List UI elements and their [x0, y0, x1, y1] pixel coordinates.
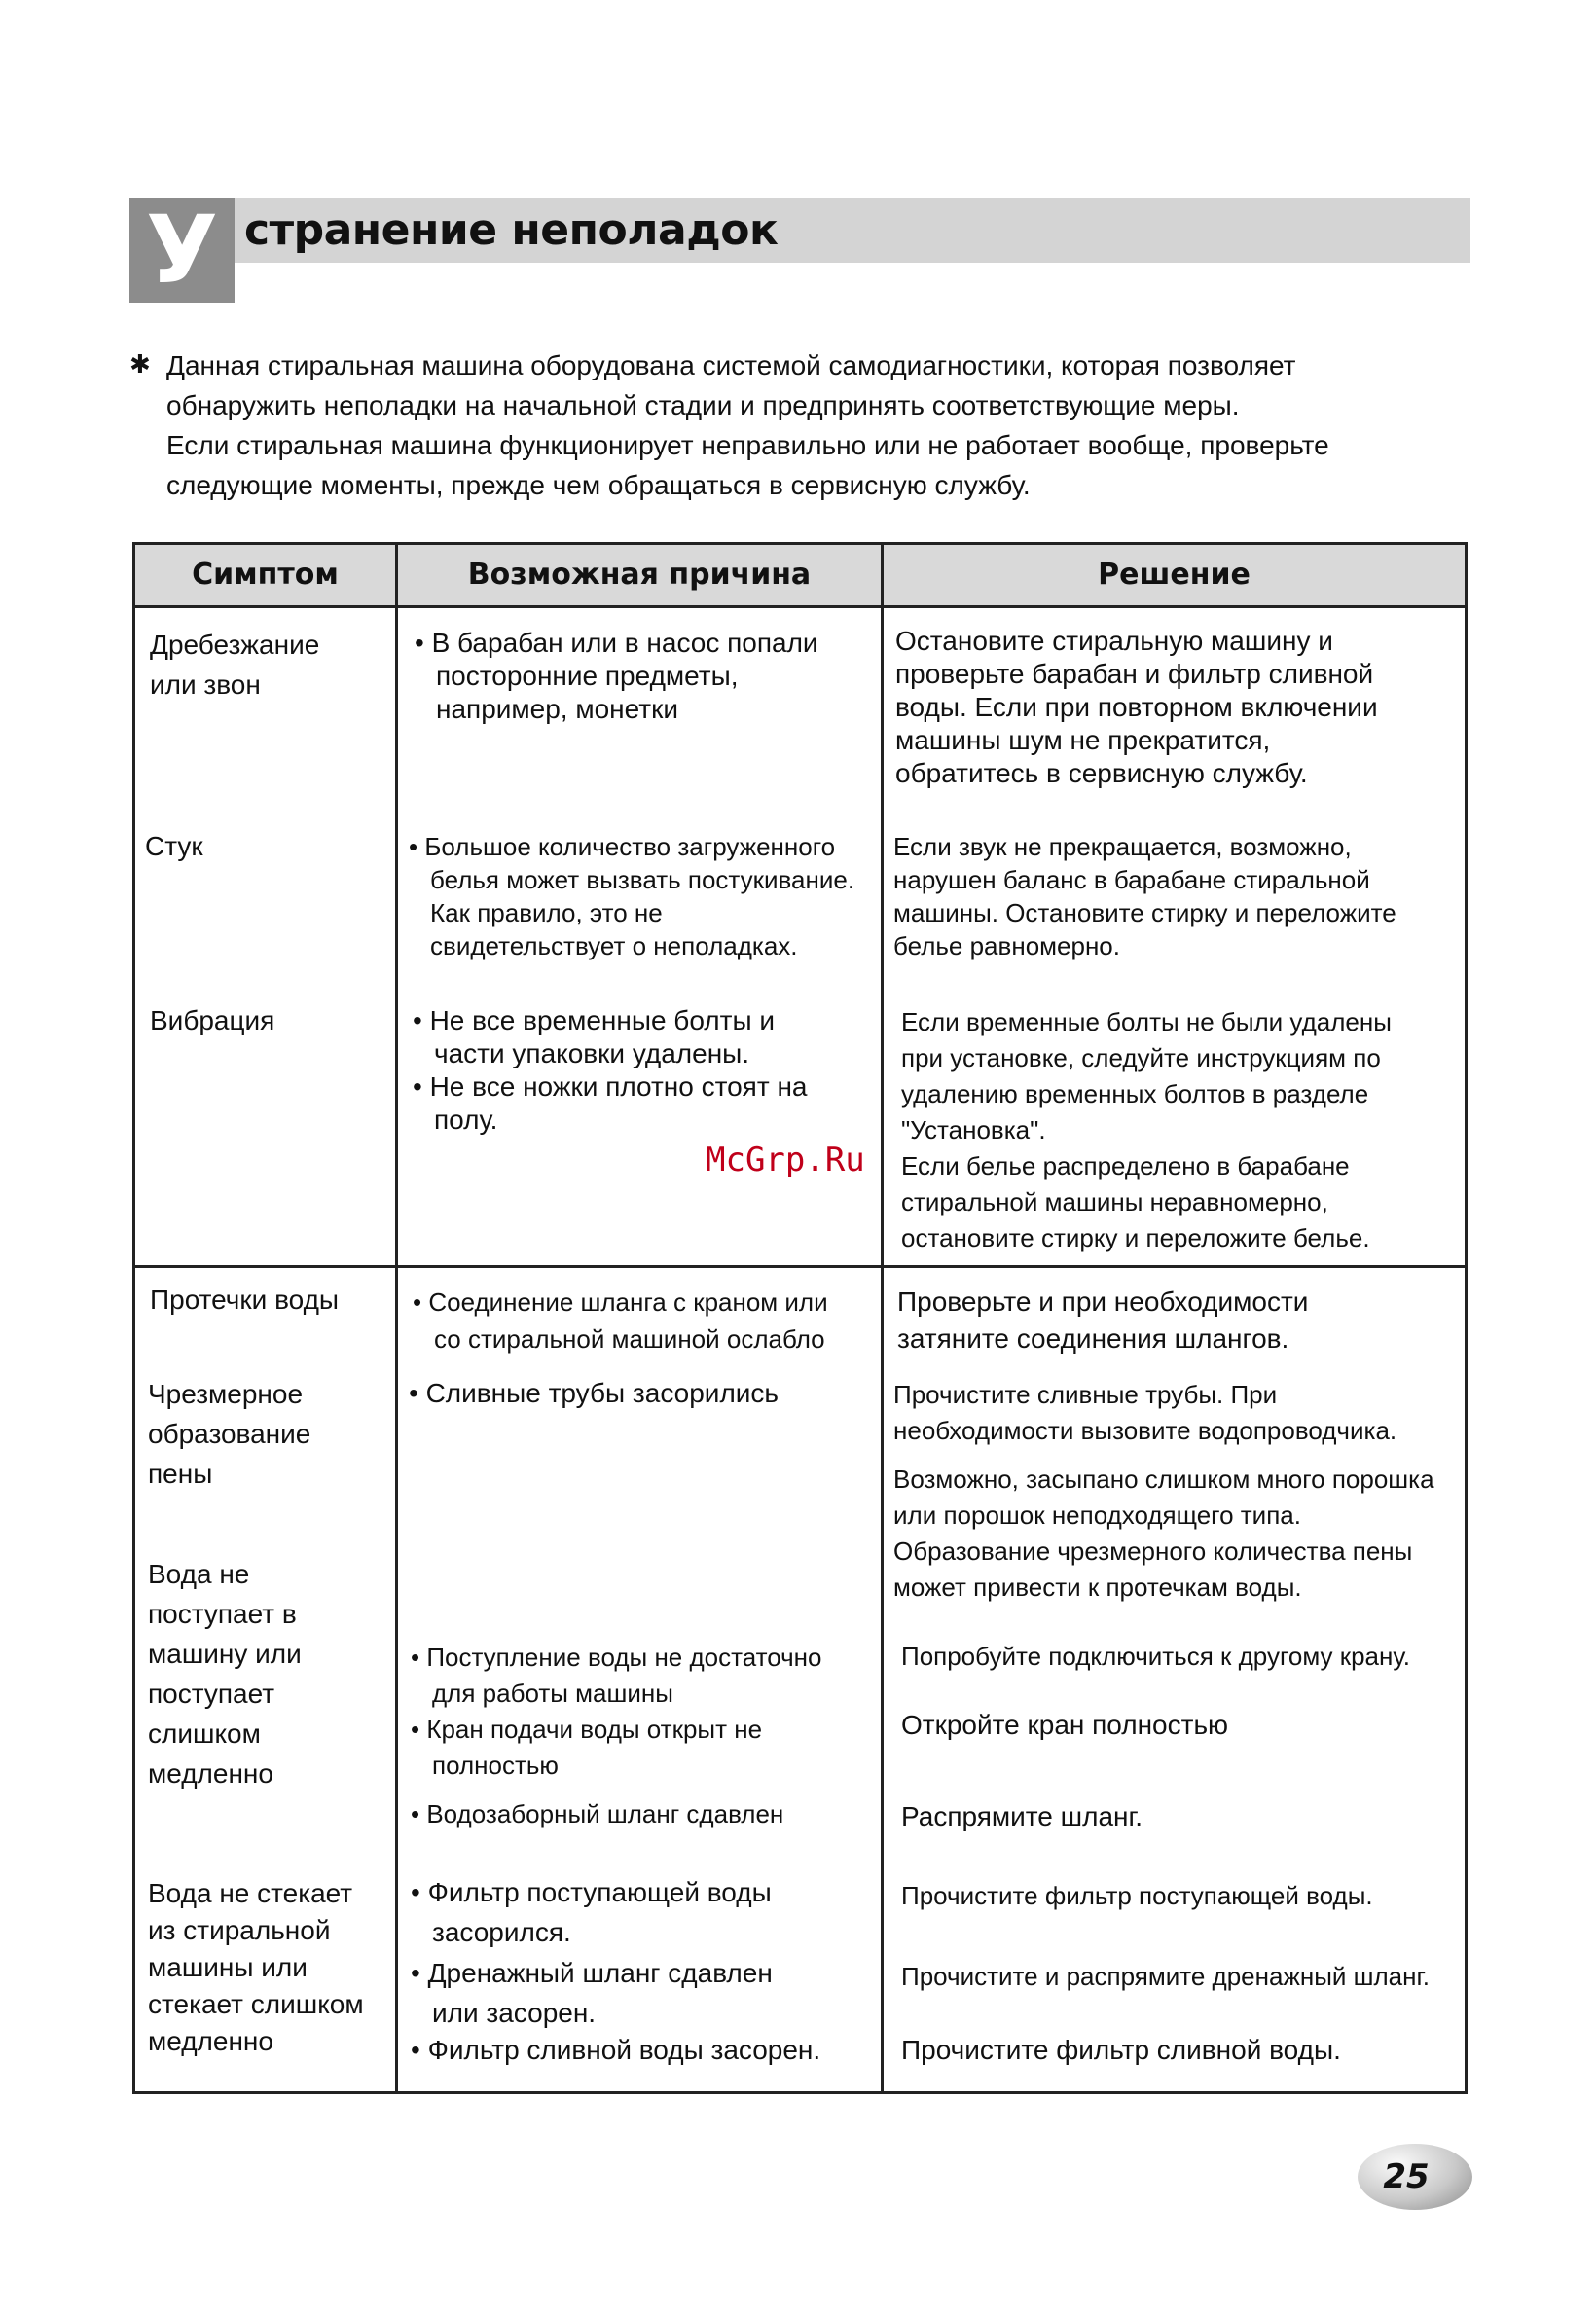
solution-no-drain-drain-filter: Прочистите фильтр сливной воды.	[901, 2035, 1341, 2065]
cause-no-drain-filter: • Фильтр поступающей воды засорился.	[411, 1877, 772, 1947]
solution-leak: Проверьте и при необходимости затяните соединения шлангов.	[897, 1286, 1309, 1354]
cause-no-water-tap: • Кран подачи воды открыт не полностью	[411, 1715, 763, 1780]
cause-no-drain-drain-filter: • Фильтр сливной воды засорен.	[411, 2035, 821, 2065]
watermark-text: McGrp.Ru	[706, 1140, 865, 1179]
header-divider	[135, 605, 1465, 608]
symptom-rattle: Дребезжание или звон	[150, 630, 320, 700]
solution-no-water-pressure: Попробуйте подключиться к другому крану.	[901, 1642, 1410, 1671]
cause-knock: • Большое количество загруженного белья может вызвать постукивание. Как правило, это не свидетельствует о неполадках.	[409, 832, 855, 960]
symptom-no-water: Вода не поступает в машину или поступает слишком медленно	[148, 1559, 302, 1789]
column-divider	[881, 545, 884, 2091]
solution-no-drain-filter: Прочистите фильтр поступающей воды.	[901, 1881, 1373, 1910]
cause-rattle: • В барабан или в насос попали посторонние предметы, например, монетки	[415, 628, 818, 724]
column-divider	[395, 545, 398, 2091]
page-title: странение неполадок	[244, 205, 779, 255]
cause-leak: • Соединение шланга с краном или со стиральной машиной ослабло	[413, 1287, 828, 1354]
solution-no-drain-hose: Прочистите и распрямите дренажный шланг.	[901, 1962, 1431, 1991]
intro-line: Если стиральная машина функционирует неправильно или не работает вообще, проверьте	[166, 430, 1329, 460]
solution-foam-detergent: Возможно, засыпано слишком много порошка или порошок неподходящего типа. Образование чрезмерного количества пены может привести к протечкам воды.	[893, 1465, 1434, 1602]
cause-vibration: • Не все временные болты и части упаковки удалены. • Не все ножки плотно стоят на полу.	[413, 1005, 808, 1135]
header-cause: Возможная причина	[467, 558, 812, 592]
asterisk-bullet-icon: ✱	[129, 350, 151, 380]
header-symptom: Симптом	[192, 558, 339, 592]
title-initial-letter: У	[129, 198, 235, 303]
intro-line: Данная стиральная машина оборудована системой самодиагностики, которая позволяет	[166, 350, 1296, 380]
solution-no-water-hose: Распрямите шланг.	[901, 1801, 1143, 1831]
cause-no-water-pressure: • Поступление воды не достаточно для работы машины	[411, 1643, 822, 1708]
header-solution: Решение	[1098, 558, 1251, 592]
row-group-divider	[135, 1265, 1465, 1268]
cause-no-water-hose: • Водозаборный шланг сдавлен	[411, 1799, 784, 1828]
solution-vibration: Если временные болты не были удалены при установке, следуйте инструкциям по удалению временных болтов в разделе "Установка". Если белье распределено в барабане стиральной машины неравномерно, остановите стирку и переложите белье.	[901, 1007, 1392, 1252]
solution-no-water-tap: Откройте кран полностью	[901, 1710, 1229, 1740]
intro-line: следующие моменты, прежде чем обращаться в сервисную службу.	[166, 470, 1031, 500]
symptom-knock: Стук	[145, 831, 203, 861]
cause-foam: • Сливные трубы засорились	[409, 1378, 780, 1408]
symptom-no-drain: Вода не стекает из стиральной машины или стекает слишком медленно	[148, 1878, 364, 2056]
solution-foam-pipes: Прочистите сливные трубы. При необходимости вызовите водопроводчика.	[893, 1380, 1397, 1445]
symptom-foam: Чрезмерное образование пены	[148, 1379, 311, 1489]
symptom-leak: Протечки воды	[150, 1285, 340, 1315]
solution-knock: Если звук не прекращается, возможно, нарушен баланс в барабане стиральной машины. Остановите стирку и переложите белье равномерно.	[893, 832, 1396, 960]
page-number: 25	[1383, 2157, 1430, 2196]
cause-no-drain-hose: • Дренажный шланг сдавлен или засорен.	[411, 1958, 773, 2028]
troubleshooting-table	[132, 542, 1468, 2094]
intro-line: обнаружить неполадки на начальной стадии и предпринять соответствующие меры.	[166, 390, 1240, 420]
solution-rattle: Остановите стиральную машину и проверьте барабан и фильтр сливной воды. Если при повторном включении машины шум не прекратится, обратитесь в сервисную службу.	[895, 626, 1378, 788]
symptom-vibration: Вибрация	[150, 1005, 275, 1035]
intro-paragraph	[129, 345, 1472, 505]
